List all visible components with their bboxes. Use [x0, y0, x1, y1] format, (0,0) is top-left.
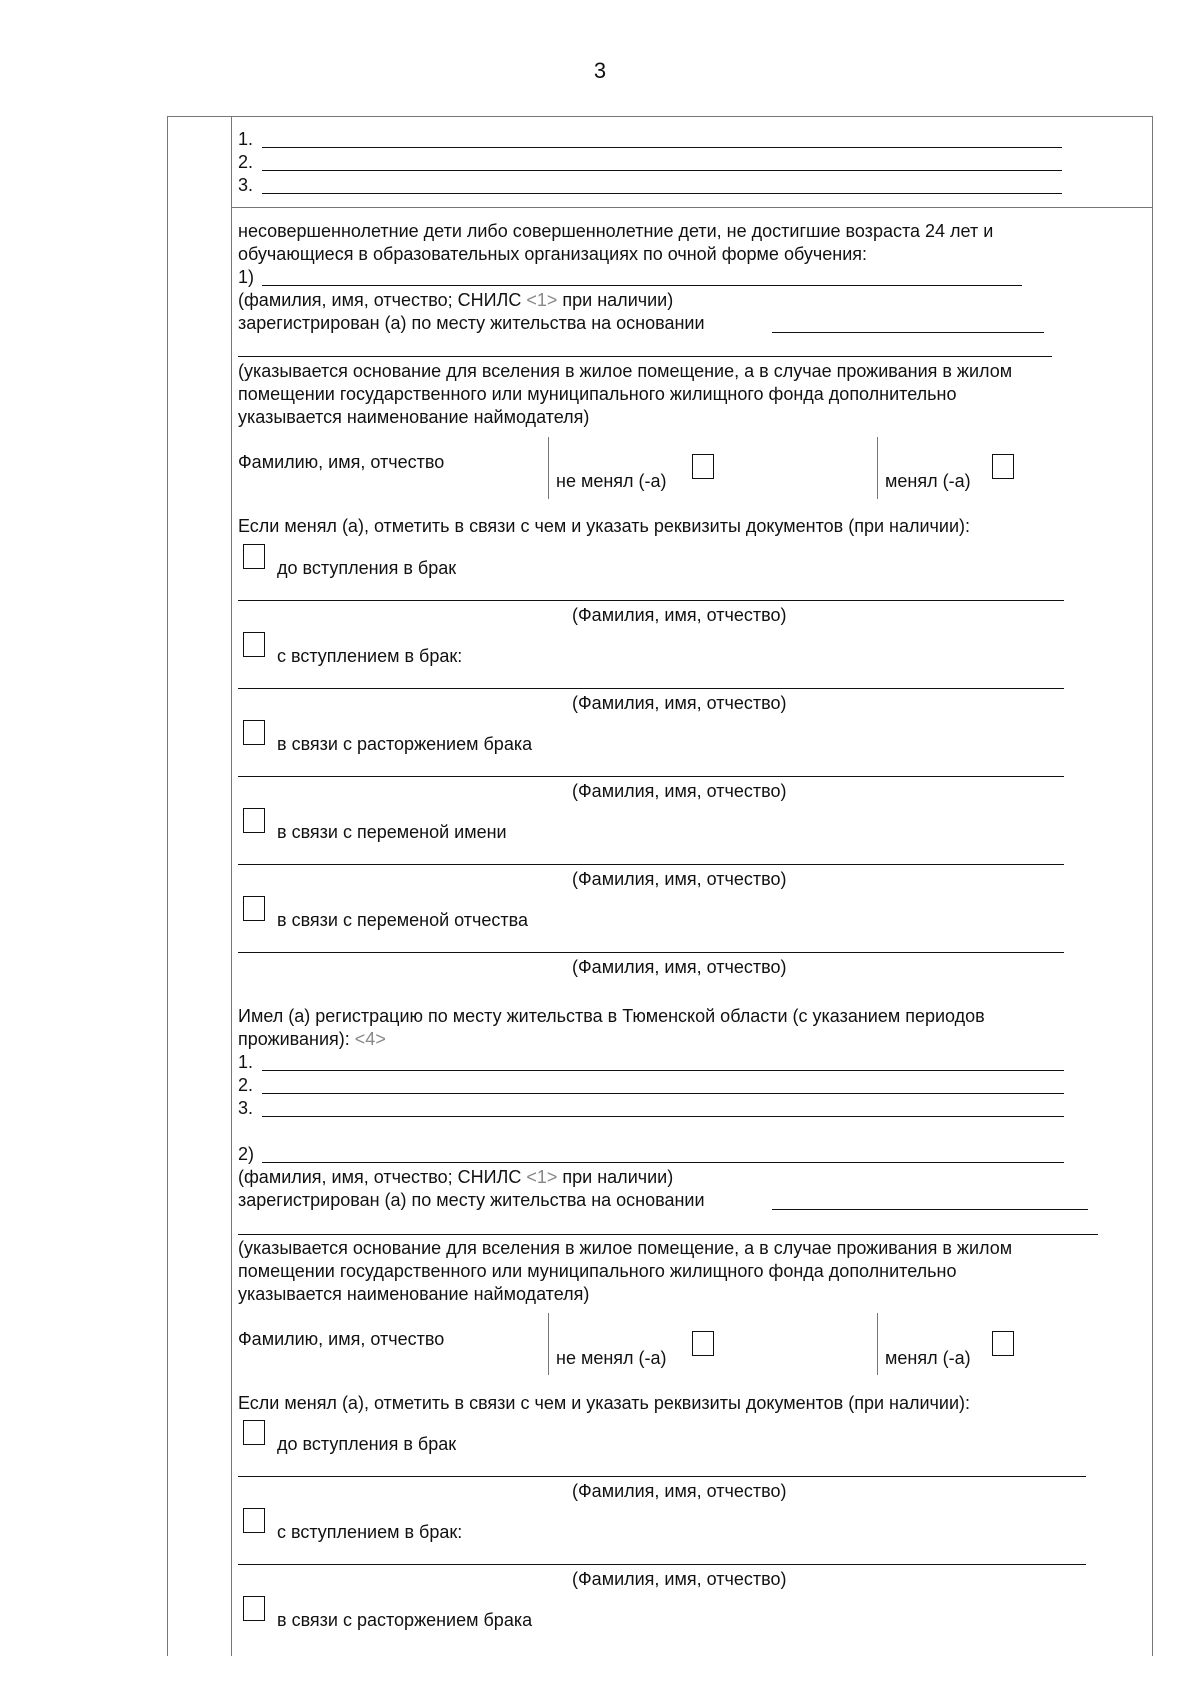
top-row-1-label: 1.	[238, 129, 254, 149]
person-2-basis-note-3: указывается наименование наймодателя)	[238, 1284, 590, 1304]
person-2-reason-2-caption: (Фамилия, имя, отчество)	[572, 1569, 787, 1589]
person-1-reason-5-checkbox[interactable]	[243, 896, 265, 921]
person-1-reason-3-checkbox[interactable]	[243, 720, 265, 745]
table-right-border	[1152, 116, 1153, 1656]
person-1-reason-4-checkbox[interactable]	[243, 808, 265, 833]
person-1-label: 1)	[238, 267, 255, 287]
person-2-reason-2-label: с вступлением в брак:	[277, 1522, 463, 1542]
tyumen-registration-line-2	[238, 1028, 386, 1050]
footnote-ref-4: <4>	[354, 1029, 386, 1049]
top-row-1-field[interactable]	[262, 147, 1062, 148]
person-2-reason-2-checkbox[interactable]	[243, 1508, 265, 1533]
person-2-divider-1	[548, 1313, 549, 1375]
person-1-reason-1-checkbox[interactable]	[243, 544, 265, 569]
person-2-name-change-label: Фамилию, имя, отчество	[238, 1329, 445, 1349]
person-1-reason-2-label: с вступлением в брак:	[277, 646, 463, 666]
person-1-basis-note-2: помещении государственного или муниципального жилищного фонда дополнительно	[238, 384, 957, 404]
section-intro-line-1: несовершеннолетние дети либо совершеннолетние дети, не достигшие возраста 24 лет и	[238, 221, 994, 241]
person-2-fio-snils-hint	[238, 1166, 673, 1188]
person-1-name-field[interactable]	[262, 285, 1022, 286]
person-1-reason-2-caption: (Фамилия, имя, отчество)	[572, 693, 787, 713]
table-frame	[167, 116, 168, 1656]
fio-snils-tail: при наличии)	[562, 1167, 674, 1187]
person-1-if-changed-label: Если менял (а), отметить в связи с чем и указать реквизиты документов (при наличии):	[238, 516, 971, 536]
top-row-2-label: 2.	[238, 152, 254, 172]
person-2-reason-1-caption: (Фамилия, имя, отчество)	[572, 1481, 787, 1501]
section-intro-line-2: обучающиеся в образовательных организациях по очной форме обучения:	[238, 244, 867, 264]
tyumen-registration-line-1: Имел (а) регистрацию по месту жительства в Тюменской области (с указанием периодов	[238, 1006, 985, 1026]
person-1-name-change-label: Фамилию, имя, отчество	[238, 452, 445, 472]
person-2-reason-1-field[interactable]	[238, 1476, 1086, 1477]
person-1-reason-5-field[interactable]	[238, 952, 1064, 953]
person-2-not-changed-label: не менял (-а)	[556, 1348, 667, 1368]
top-row-2-field[interactable]	[262, 170, 1062, 171]
person-1-registered-field[interactable]	[772, 332, 1044, 333]
person-1-divider-1	[548, 437, 549, 499]
person-1-reason-5-caption: (Фамилия, имя, отчество)	[572, 957, 787, 977]
fio-snils-tail: при наличии)	[562, 290, 674, 310]
tyumen-row-2-label: 2.	[238, 1075, 254, 1095]
person-2-changed-label: менял (-а)	[885, 1348, 971, 1368]
person-1-reason-1-caption: (Фамилия, имя, отчество)	[572, 605, 787, 625]
person-2-name-field[interactable]	[262, 1162, 1064, 1163]
fio-snils-text: (фамилия, имя, отчество; СНИЛС	[238, 290, 522, 310]
person-1-changed-label: менял (-а)	[885, 471, 971, 491]
person-2-reason-2-field[interactable]	[238, 1564, 1086, 1565]
person-1-basis-note-1: (указывается основание для вселения в жилое помещение, а в случае проживания в жилом	[238, 361, 1013, 381]
person-2-not-changed-checkbox[interactable]	[692, 1331, 714, 1356]
person-1-not-changed-label: не менял (-а)	[556, 471, 667, 491]
top-row-3-label: 3.	[238, 175, 254, 195]
person-2-changed-checkbox[interactable]	[992, 1331, 1014, 1356]
person-1-reason-3-label: в связи с расторжением брака	[277, 734, 533, 754]
person-1-reason-2-checkbox[interactable]	[243, 632, 265, 657]
person-1-divider-2	[877, 437, 878, 499]
person-2-reason-3-checkbox[interactable]	[243, 1596, 265, 1621]
person-2-reason-1-checkbox[interactable]	[243, 1420, 265, 1445]
tyumen-row-2-field[interactable]	[262, 1093, 1064, 1094]
table-row-divider	[231, 207, 1153, 208]
person-2-if-changed-label: Если менял (а), отметить в связи с чем и указать реквизиты документов (при наличии):	[238, 1393, 971, 1413]
person-1-registered-label: зарегистрирован (а) по месту жительства на основании	[238, 313, 705, 333]
footnote-ref-1: <1>	[526, 290, 558, 310]
footnote-ref-1: <1>	[526, 1167, 558, 1187]
table-inner-border	[231, 116, 232, 1656]
person-1-reason-4-field[interactable]	[238, 864, 1064, 865]
person-1-reason-1-field[interactable]	[238, 600, 1064, 601]
person-2-divider-2	[877, 1313, 878, 1375]
person-1-basis-note-3: указывается наименование наймодателя)	[238, 407, 590, 427]
tyumen-row-3-label: 3.	[238, 1098, 254, 1118]
page-number: 3	[593, 58, 607, 83]
tyumen-row-1-label: 1.	[238, 1052, 254, 1072]
person-1-reason-4-caption: (Фамилия, имя, отчество)	[572, 869, 787, 889]
person-2-reason-1-label: до вступления в брак	[277, 1434, 457, 1454]
person-1-reason-5-label: в связи с переменой отчества	[277, 910, 529, 930]
person-2-basis-field[interactable]	[238, 1234, 1098, 1235]
person-2-registered-field[interactable]	[772, 1209, 1088, 1210]
person-1-reason-1-label: до вступления в брак	[277, 558, 457, 578]
person-1-reason-3-field[interactable]	[238, 776, 1064, 777]
person-1-reason-2-field[interactable]	[238, 688, 1064, 689]
tyumen-row-1-field[interactable]	[262, 1070, 1064, 1071]
table-top-border	[167, 116, 1153, 117]
person-2-reason-3-label: в связи с расторжением брака	[277, 1610, 533, 1630]
person-1-changed-checkbox[interactable]	[992, 454, 1014, 479]
person-2-basis-note-1: (указывается основание для вселения в жилое помещение, а в случае проживания в жилом	[238, 1238, 1013, 1258]
tyumen-row-3-field[interactable]	[262, 1116, 1064, 1117]
person-1-basis-field[interactable]	[238, 356, 1052, 357]
person-2-label: 2)	[238, 1144, 255, 1164]
person-1-reason-4-label: в связи с переменой имени	[277, 822, 507, 842]
person-2-basis-note-2: помещении государственного или муниципального жилищного фонда дополнительно	[238, 1261, 957, 1281]
person-1-not-changed-checkbox[interactable]	[692, 454, 714, 479]
tyumen-periods-label: проживания):	[238, 1029, 350, 1049]
person-2-registered-label: зарегистрирован (а) по месту жительства на основании	[238, 1190, 705, 1210]
top-row-3-field[interactable]	[262, 193, 1062, 194]
person-1-reason-3-caption: (Фамилия, имя, отчество)	[572, 781, 787, 801]
person-1-fio-snils-hint	[238, 289, 673, 311]
fio-snils-text: (фамилия, имя, отчество; СНИЛС	[238, 1167, 522, 1187]
